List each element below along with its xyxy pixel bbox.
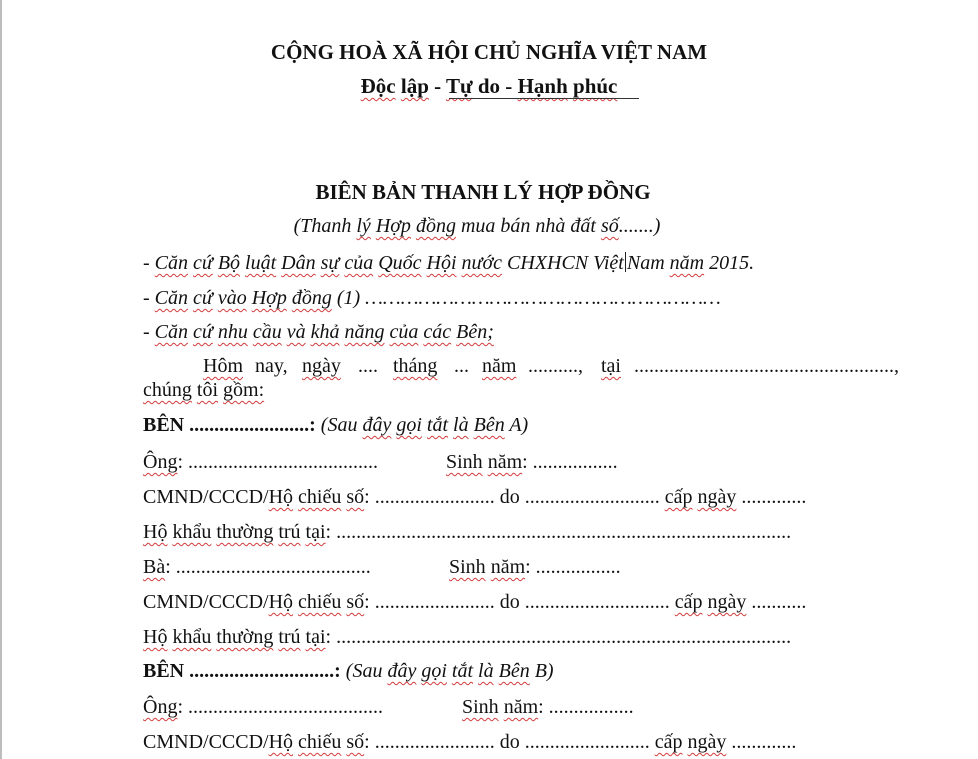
word: Căn xyxy=(154,321,189,343)
subtitle-word: số xyxy=(600,215,619,237)
word: Hợp xyxy=(251,287,287,309)
word: thường xyxy=(216,626,274,648)
word: số xyxy=(346,731,365,753)
id-value: : ........................ do ............................. xyxy=(364,591,675,613)
word: 2015. xyxy=(704,252,755,274)
word: Hộ xyxy=(268,731,294,753)
word: gọi xyxy=(421,660,447,682)
word: đồng xyxy=(291,287,332,309)
word: Sinh xyxy=(462,696,499,718)
issue-date-value: ........... xyxy=(746,591,807,613)
word: cứ xyxy=(193,321,213,343)
word: Sinh xyxy=(449,556,486,578)
issue-date-value: ............. xyxy=(736,486,807,508)
motto xyxy=(0,74,978,98)
word: số xyxy=(346,591,365,613)
document-title-text: BIÊN BẢN THANH LÝ HỢP ĐỒNG xyxy=(315,180,651,204)
address-value: : ........................................................................................... xyxy=(325,626,792,648)
issue-date-value: ............. xyxy=(726,731,797,753)
word: tôi xyxy=(196,379,219,401)
word: đây xyxy=(362,414,392,436)
word: ngày xyxy=(707,591,747,613)
document-title xyxy=(0,180,972,204)
word: ngày xyxy=(687,731,727,753)
word: trú xyxy=(278,626,301,648)
word: là xyxy=(453,414,469,436)
word: Bên xyxy=(498,660,530,682)
word: gồm: xyxy=(223,379,265,401)
note-text: (Sau xyxy=(340,660,388,682)
word: năm xyxy=(503,696,539,718)
word: tháng xyxy=(393,355,438,377)
mr-birth-field xyxy=(446,450,618,474)
motto-word: Độc xyxy=(360,74,396,98)
text-cursor xyxy=(625,252,626,272)
word: Bên xyxy=(473,414,505,436)
word: vào xyxy=(217,287,247,309)
word: năm xyxy=(490,556,526,578)
word: cứ xyxy=(193,287,213,309)
mrs-name-field xyxy=(143,555,371,579)
party-b-name-field: .............................: xyxy=(184,660,341,682)
word: năm xyxy=(669,252,705,274)
party-a-name-field: ........................: xyxy=(184,414,316,436)
word: năng xyxy=(344,321,385,343)
mr-name-field xyxy=(143,695,383,719)
motto-word: Hạnh xyxy=(517,74,568,98)
word: tại xyxy=(305,521,326,543)
word: ngày xyxy=(697,486,737,508)
party-b-heading xyxy=(143,659,554,683)
mrs-name-value: : ....................................... xyxy=(165,556,371,578)
word: đây xyxy=(387,660,417,682)
word: thường xyxy=(216,521,274,543)
word: khả xyxy=(310,321,340,343)
mr-birth-field xyxy=(462,695,634,719)
word: của xyxy=(344,252,374,274)
word: ngày xyxy=(302,355,341,377)
word: Bên; xyxy=(456,321,494,343)
word: Việt xyxy=(593,252,624,274)
word: Hộ xyxy=(143,626,168,648)
mr-label: Ông xyxy=(143,451,178,473)
word: năm xyxy=(482,355,517,377)
subtitle-text: .......) xyxy=(618,215,661,237)
page-left-edge xyxy=(0,0,2,759)
word: Hôm xyxy=(203,355,243,377)
note-text: (Sau xyxy=(315,414,363,436)
legal-basis-3 xyxy=(143,320,494,344)
motto-word: phúc xyxy=(573,74,618,98)
contract-placeholder: (1) …………………………………………………… xyxy=(331,287,721,309)
word: tắt xyxy=(451,660,474,682)
word: cứ xyxy=(193,252,213,274)
note-text: B) xyxy=(529,660,554,682)
note-text: A) xyxy=(504,414,529,436)
word: Hộ xyxy=(268,591,294,613)
party-b-mr-id-row xyxy=(143,730,796,754)
party-a-heading xyxy=(143,413,528,437)
word: Hội xyxy=(426,252,457,274)
subtitle-text: mua bán nhà đất xyxy=(455,215,601,237)
word: nước xyxy=(461,252,502,274)
mrs-birth-field xyxy=(449,555,621,579)
party-a-mr-id-row xyxy=(143,485,806,509)
motto-word: lập xyxy=(400,74,429,98)
motto-word: do - xyxy=(472,74,518,98)
party-a-label: BÊN xyxy=(143,414,185,436)
word: là xyxy=(478,660,494,682)
word: chúng xyxy=(143,379,192,401)
nation-header xyxy=(0,40,978,64)
word: tại xyxy=(305,626,326,648)
legal-basis-2 xyxy=(143,286,721,310)
party-a-mr-address-row xyxy=(143,520,791,544)
word: Hộ xyxy=(143,521,168,543)
word: Sinh xyxy=(446,451,483,473)
legal-basis-1 xyxy=(143,251,754,275)
motto-word: Tự xyxy=(446,74,473,98)
word: Hộ xyxy=(268,486,294,508)
word: gọi xyxy=(396,414,422,436)
document-subtitle xyxy=(0,214,966,238)
word: của xyxy=(389,321,419,343)
subtitle-word: lý xyxy=(356,215,371,237)
id-label: CMND/CCCD/ xyxy=(143,731,269,753)
word: luật xyxy=(245,252,277,274)
intro-line-2 xyxy=(143,378,264,402)
word: cấp xyxy=(674,591,703,613)
date-month-field: ... xyxy=(454,355,469,377)
party-a-mrs-address-row xyxy=(143,625,791,649)
mr-name-value: : ...................................... xyxy=(177,451,379,473)
bullet-dash: - xyxy=(143,287,155,309)
mrs-label: Bà xyxy=(143,556,166,578)
word: khẩu xyxy=(172,626,212,648)
mr-birth-value: : ................. xyxy=(538,696,634,718)
word: chiếu xyxy=(298,486,342,508)
motto-sep: - xyxy=(428,74,447,98)
word: Quốc xyxy=(378,252,422,274)
word: năm xyxy=(487,451,523,473)
word: sự xyxy=(320,252,340,274)
word: chiếu xyxy=(298,731,342,753)
mr-name-value: : ....................................... xyxy=(177,696,384,718)
date-year-field: .........., xyxy=(528,355,583,377)
bullet-dash: - xyxy=(143,252,155,274)
word: tại xyxy=(601,355,621,377)
id-label: CMND/CCCD/ xyxy=(143,486,269,508)
subtitle-text: (Thanh xyxy=(293,215,357,237)
id-value: : ........................ do ........................... xyxy=(364,486,665,508)
bullet-dash: - xyxy=(143,321,155,343)
word: cấp xyxy=(654,731,683,753)
word: Nam xyxy=(626,252,665,274)
word: khẩu xyxy=(172,521,212,543)
motto-underline xyxy=(449,98,639,99)
word: chiếu xyxy=(298,591,342,613)
word: cầu xyxy=(252,321,282,343)
id-value: : ........................ do ......................... xyxy=(364,731,655,753)
word: trú xyxy=(278,521,301,543)
nation-title: CỘNG HOÀ XÃ HỘI CHỦ NGHĨA VIỆT NAM xyxy=(270,40,708,64)
word: các xyxy=(423,321,452,343)
word: nhu xyxy=(217,321,248,343)
mr-label: Ông xyxy=(143,696,178,718)
subtitle-word: Hợp xyxy=(375,215,411,237)
id-label: CMND/CCCD/ xyxy=(143,591,269,613)
word: và xyxy=(286,321,306,343)
mrs-birth-value: : ................. xyxy=(525,556,621,578)
word: tắt xyxy=(426,414,449,436)
mr-name-field xyxy=(143,450,378,474)
word: cấp xyxy=(664,486,693,508)
address-value: : ........................................................................................... xyxy=(325,521,792,543)
word: Căn xyxy=(154,287,189,309)
party-b-label: BÊN xyxy=(143,660,185,682)
word: nay, xyxy=(255,355,288,377)
word: Dân xyxy=(281,252,316,274)
word: CHXHCN xyxy=(502,252,594,274)
word: Căn xyxy=(154,252,189,274)
word: Bộ xyxy=(217,252,241,274)
mr-birth-value: : ................. xyxy=(522,451,618,473)
date-day-field: .... xyxy=(358,355,378,377)
party-a-mrs-id-row xyxy=(143,590,806,614)
location-field: ...................................................., xyxy=(634,355,899,377)
word: số xyxy=(346,486,365,508)
subtitle-word: đồng xyxy=(415,215,456,237)
